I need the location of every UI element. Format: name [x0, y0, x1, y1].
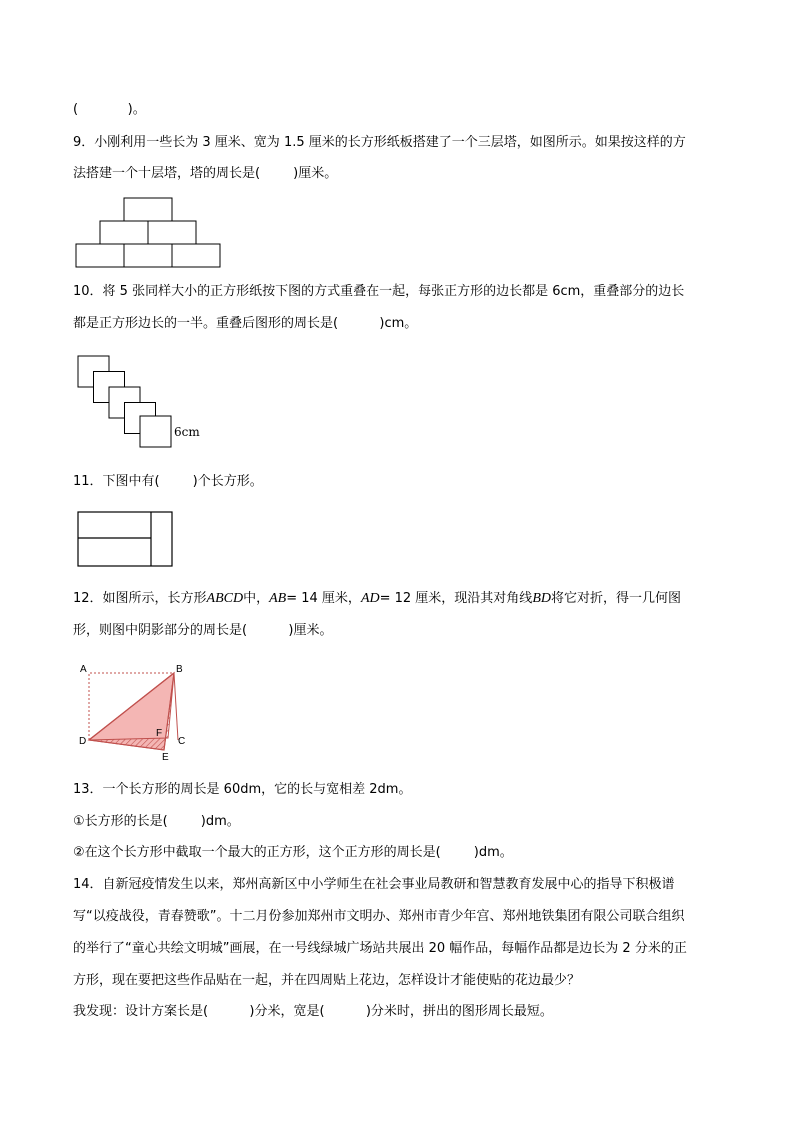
- label-b: B: [176, 664, 183, 675]
- q12-text-1: 12．如图所示，长方形: [73, 591, 207, 606]
- question-9-line-1: 9．小刚利用一些长为 3 厘米、宽为 1.5 厘米的长方形纸板搭建了一个三层塔，如图所示。如果按这样的方: [73, 135, 686, 150]
- tower-board-mid-2: [148, 221, 196, 244]
- question-9-line-2: 法搭建一个十层塔，塔的周长是( )厘米。: [73, 166, 338, 181]
- question-14-line-1: 14．自新冠疫情发生以来，郑州高新区中小学师生在社会事业局教研和智慧教育发展中心的指导下积极谱: [73, 877, 675, 892]
- question-13-part-1: ①长方形的长是( )dm。: [73, 814, 240, 829]
- var-ab: AB: [269, 591, 287, 606]
- question-14-line-3: 的举行了“童心共绘文明城”画展，在一号线绿城广场站共展出 20 幅作品，每幅作品都是边长为 2 分米的正: [73, 941, 687, 956]
- tower-board-top: [124, 198, 172, 221]
- tower-figure: [74, 196, 224, 272]
- side-bc: [174, 673, 178, 740]
- question-12-line-2: 形，则图中阴影部分的周长是( )厘米。: [73, 623, 333, 638]
- overlapping-squares-figure: [74, 352, 214, 452]
- outer-rectangle: [78, 512, 172, 566]
- tower-board-bottom-3: [172, 244, 220, 267]
- question-14-line-2: 写“以疫战役，青春赞歌”。十二月份参加郑州市文明办、郑州市青少年宫、郑州地铁集团有限公司联合组织: [73, 909, 685, 924]
- q12-text-5: 将它对折，得一几何图: [550, 591, 681, 606]
- question-14-line-4: 方形，现在要把这些作品贴在一起，并在四周贴上花边，怎样设计才能使贴的花边最少？: [73, 973, 581, 988]
- question-13-line: 13．一个长方形的周长是 60dm，它的长与宽相差 2dm。: [73, 782, 412, 797]
- answer-blank-line: ( )。: [73, 102, 146, 117]
- folded-rectangle-figure: [74, 660, 204, 765]
- question-10-line-1: 10．将 5 张同样大小的正方形纸按下图的方式重叠在一起，每张正方形的边长都是 6cm，重叠部分的边长: [73, 284, 685, 299]
- square-5: [140, 416, 171, 447]
- var-ad: AD: [360, 591, 380, 606]
- q12-text-2: 中，: [243, 591, 270, 606]
- label-f: F: [156, 728, 163, 739]
- question-12-line-1: [73, 591, 681, 607]
- var-abcd: ABCD: [206, 591, 244, 606]
- tower-board-bottom-2: [124, 244, 172, 267]
- tower-board-mid-1: [100, 221, 148, 244]
- var-bd: BD: [532, 591, 551, 606]
- label-d: D: [79, 736, 87, 747]
- question-10-line-2: 都是正方形边长的一半。重叠后图形的周长是( )cm。: [73, 316, 418, 331]
- label-a: A: [80, 664, 87, 675]
- question-14-line-5: 我发现：设计方案长是( )分米，宽是( )分米时，拼出的图形周长最短。: [73, 1004, 553, 1019]
- side-length-label: 6cm: [174, 425, 200, 439]
- rectangle-count-figure: [76, 510, 176, 570]
- question-11-line: 11．下图中有( )个长方形。: [73, 474, 263, 489]
- label-c: C: [178, 736, 186, 747]
- label-e: E: [162, 752, 169, 763]
- q12-text-3: = 14 厘米，: [286, 591, 361, 606]
- tower-board-bottom-1: [76, 244, 124, 267]
- q12-text-4: = 12 厘米，现沿其对角线: [379, 591, 533, 606]
- question-13-part-2: ②在这个长方形中截取一个最大的正方形，这个正方形的周长是( )dm。: [73, 845, 513, 860]
